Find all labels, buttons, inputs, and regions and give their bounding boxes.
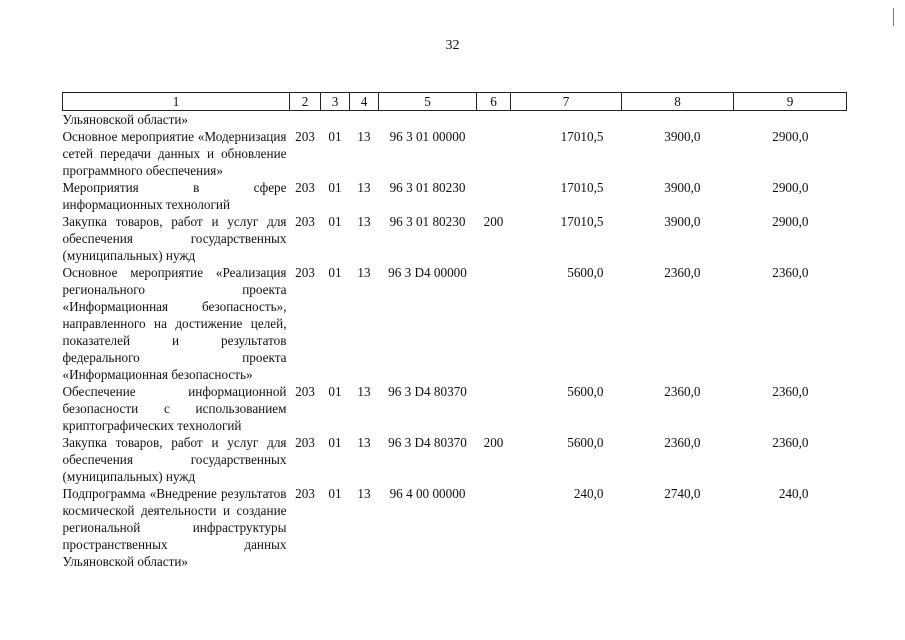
row-expense-type [477, 128, 511, 179]
row-admin-code: 203 [295, 180, 315, 195]
row-target-item: 96 3 D4 00000 [388, 265, 467, 280]
scan-mark [893, 8, 894, 26]
row-amount-col9 [734, 111, 847, 129]
row-admin-code: 203 [295, 265, 315, 280]
row-amount-col8: 2740,0 [664, 486, 701, 501]
table-row [63, 179, 847, 213]
row-amount-col7 [511, 111, 622, 129]
row-section: 01 [328, 214, 342, 229]
row-expense-type [477, 485, 511, 570]
table-row [63, 128, 847, 179]
row-amount-col7: 240,0 [573, 486, 604, 501]
row-target-item: 96 3 D4 80370 [388, 384, 467, 399]
row-admin-code: 203 [295, 486, 315, 501]
row-name: Закупка товаров, работ и услуг для обеспечения государственных (муниципальных) нужд [62, 214, 287, 263]
row-amount-col9: 2900,0 [772, 214, 809, 229]
row-amount-col7: 17010,5 [560, 214, 604, 229]
row-target-item: 96 3 01 80230 [389, 214, 466, 229]
row-amount-col7: 5600,0 [567, 435, 604, 450]
budget-table [62, 92, 847, 570]
row-expense-type: 200 [483, 214, 504, 229]
table-row [63, 264, 847, 383]
row-admin-code: 203 [295, 214, 315, 229]
row-amount-col7: 17010,5 [560, 180, 604, 195]
row-subsection: 13 [357, 435, 371, 450]
header-col-8: 8 [622, 93, 734, 111]
row-target-item [379, 111, 477, 129]
row-amount-col9: 2900,0 [772, 180, 809, 195]
table-row [63, 434, 847, 485]
row-amount-col8: 2360,0 [664, 384, 701, 399]
row-name: Закупка товаров, работ и услуг для обеспечения государственных (муниципальных) нужд [62, 435, 287, 484]
header-col-9: 9 [734, 93, 847, 111]
row-amount-col8: 3900,0 [664, 180, 701, 195]
table-row [63, 383, 847, 434]
header-col-5: 5 [379, 93, 477, 111]
row-target-item: 96 3 D4 80370 [388, 435, 467, 450]
table-row [63, 111, 847, 129]
row-amount-col8 [622, 111, 734, 129]
row-amount-col7: 5600,0 [567, 384, 604, 399]
row-amount-col7: 17010,5 [560, 129, 604, 144]
row-amount-col8: 3900,0 [664, 129, 701, 144]
row-admin-code: 203 [295, 384, 315, 399]
row-section: 01 [328, 129, 342, 144]
row-subsection [350, 111, 379, 129]
row-expense-type: 200 [483, 435, 504, 450]
row-admin-code [290, 111, 321, 129]
header-col-4: 4 [350, 93, 379, 111]
row-amount-col8: 2360,0 [664, 435, 701, 450]
row-target-item: 96 4 00 00000 [389, 486, 466, 501]
row-amount-col9: 2360,0 [772, 435, 809, 450]
row-name: Основное мероприятие «Реализация регионального проекта «Информационная безопасность», направленного на достижение целей, показателей и результатов федерального проекта «Информационная безопасность» [62, 265, 287, 382]
row-subsection: 13 [357, 486, 371, 501]
row-name: Мероприятия в сфере информационных технологий [62, 180, 287, 212]
row-amount-col9: 2360,0 [772, 265, 809, 280]
row-expense-type [477, 179, 511, 213]
row-section [321, 111, 350, 129]
table-row [63, 213, 847, 264]
row-amount-col8: 3900,0 [664, 214, 701, 229]
row-admin-code: 203 [295, 129, 315, 144]
table-header [63, 93, 847, 111]
row-amount-col9: 2900,0 [772, 129, 809, 144]
header-col-6: 6 [477, 93, 511, 111]
row-target-item: 96 3 01 80230 [389, 180, 466, 195]
header-col-2: 2 [290, 93, 321, 111]
row-expense-type [477, 264, 511, 383]
row-expense-type [477, 383, 511, 434]
row-section: 01 [328, 384, 342, 399]
row-subsection: 13 [357, 214, 371, 229]
header-col-3: 3 [321, 93, 350, 111]
row-subsection: 13 [357, 265, 371, 280]
row-amount-col8: 2360,0 [664, 265, 701, 280]
row-section: 01 [328, 435, 342, 450]
row-admin-code: 203 [295, 435, 315, 450]
row-amount-col9: 2360,0 [772, 384, 809, 399]
row-section: 01 [328, 265, 342, 280]
header-row [63, 93, 847, 111]
row-expense-type [477, 111, 511, 129]
row-amount-col7: 5600,0 [567, 265, 604, 280]
row-section: 01 [328, 180, 342, 195]
row-name: Подпрограмма «Внедрение результатов космической деятельности и создание региональной инфраструктуры пространственных данных Ульяновской области» [62, 486, 287, 569]
table-body [63, 111, 847, 571]
row-name: Ульяновской области» [62, 112, 189, 127]
header-col-7: 7 [511, 93, 622, 111]
row-subsection: 13 [357, 384, 371, 399]
table-row [63, 485, 847, 570]
header-col-1: 1 [63, 93, 290, 111]
row-section: 01 [328, 486, 342, 501]
row-amount-col9: 240,0 [778, 486, 809, 501]
row-name: Обеспечение информационной безопасности с использованием криптографических технологий [62, 384, 287, 433]
row-target-item: 96 3 01 00000 [389, 129, 466, 144]
row-subsection: 13 [357, 129, 371, 144]
page-number: 32 [445, 38, 460, 53]
row-subsection: 13 [357, 180, 371, 195]
row-name: Основное мероприятие «Модернизация сетей передачи данных и обновление программного обеспечения» [62, 129, 287, 178]
